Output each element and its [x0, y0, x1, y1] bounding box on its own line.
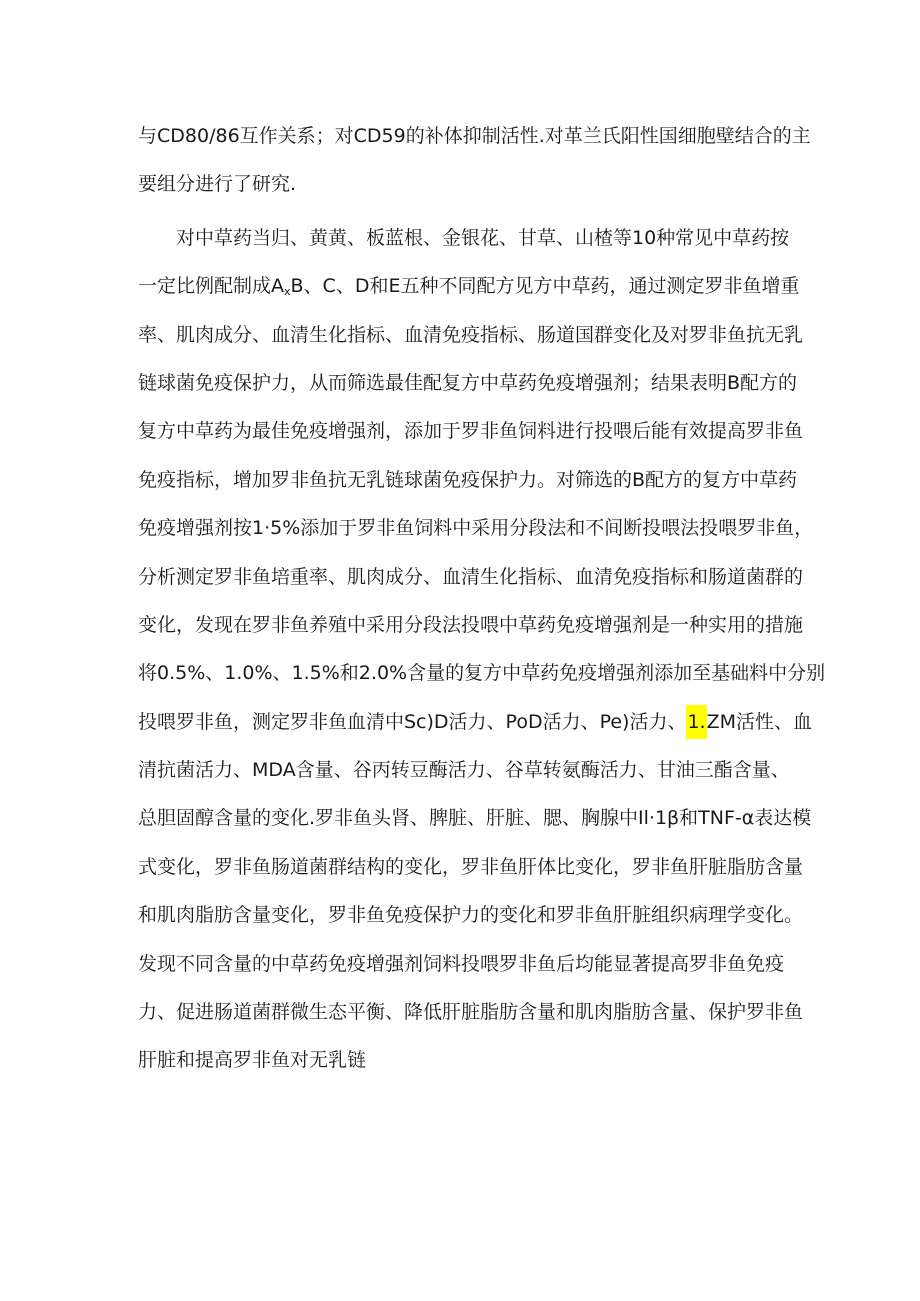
text-segment: ZM活性、血	[706, 710, 813, 733]
text-line: 要组分进行了研究.	[138, 173, 297, 196]
text-line: 力、促进肠道菌群微生态平衡、降低肝脏脂肪含量和肌肉脂肪含量、保护罗非鱼	[138, 1001, 804, 1024]
text-line: 肝脏和提高罗非鱼对无乳链	[138, 1049, 367, 1072]
text-line: 将0.5%、1.0%、1.5%和2.0%含量的复方中草药免疫增强剂添加至基础料中分别	[138, 662, 826, 685]
text-line: 免疫增强剂按1·5%添加于罗非鱼饲料中采用分段法和不间断投喂法投喂罗非鱼，	[138, 517, 814, 540]
paragraph-2	[138, 214, 826, 1085]
paragraph-1	[138, 112, 811, 209]
text-line: 和肌肉脂肪含量变化，罗非鱼免疫保护力的变化和罗非鱼肝脏组织病理学变化。	[138, 904, 804, 927]
text-line: 链球菌免疫保护力，从而筛选最佳配复方中草药免疫增强剂；结果表明B配方的	[138, 371, 798, 394]
text-line: 率、肌肉成分、血清生化指标、血清免疫指标、肠道国群变化及对罗非鱼抗无乳	[138, 323, 804, 346]
text-line: 发现不同含量的中草药免疫增强剂饲料投喂罗非鱼后均能显著提高罗非鱼免疫	[138, 952, 785, 975]
text-segment: B、C、D和E五种不同配方见方中草药，通过测定罗非鱼增重	[290, 275, 800, 298]
highlighted-text: 1.	[686, 705, 706, 739]
text-line: 总胆固醇含量的变化.罗非鱼头肾、脾脏、肝脏、腮、胸腺中Il·1β和TNF-α表达模	[138, 807, 812, 830]
text-segment: 投喂罗非鱼，测定罗非鱼血清中Sc)D活力、PoD活力、Pe)活力、	[138, 710, 687, 733]
text-line: 清抗菌活力、MDA含量、谷丙转豆酶活力、谷草转氨酶活力、甘油三酯含量、	[138, 759, 790, 782]
text-line: 变化，发现在罗非鱼养殖中采用分段法投喂中草药免疫增强剂是一种实用的措施	[138, 613, 804, 636]
text-line: 分析测定罗非鱼培重率、肌肉成分、血清生化指标、血清免疫指标和肠道菌群的	[138, 565, 804, 588]
text-line	[138, 698, 813, 746]
text-line: 式变化，罗非鱼肠道菌群结构的变化，罗非鱼肝体比变化，罗非鱼肝脏脂肪含量	[138, 855, 804, 878]
subscript-text: x	[284, 285, 291, 299]
text-line: 与CD80/86互作关系；对CD59的补体抑制活性.对革兰氏阳性国细胞壁结合的主	[138, 125, 811, 147]
text-line	[138, 262, 800, 310]
text-line: 免疫指标，增加罗非鱼抗无乳链球菌免疫保护力。对筛选的B配方的复方中草药	[138, 468, 798, 491]
text-line: 复方中草药为最佳免疫增强剂，添加于罗非鱼饲料进行投喂后能有效提高罗非鱼	[138, 420, 804, 443]
body-text	[138, 112, 826, 1085]
text-segment: 一定比例配制成A	[138, 275, 284, 298]
text-line: 对中草药当归、黄黄、板蓝根、金银花、甘草、山楂等10种常见中草药按	[176, 226, 790, 249]
